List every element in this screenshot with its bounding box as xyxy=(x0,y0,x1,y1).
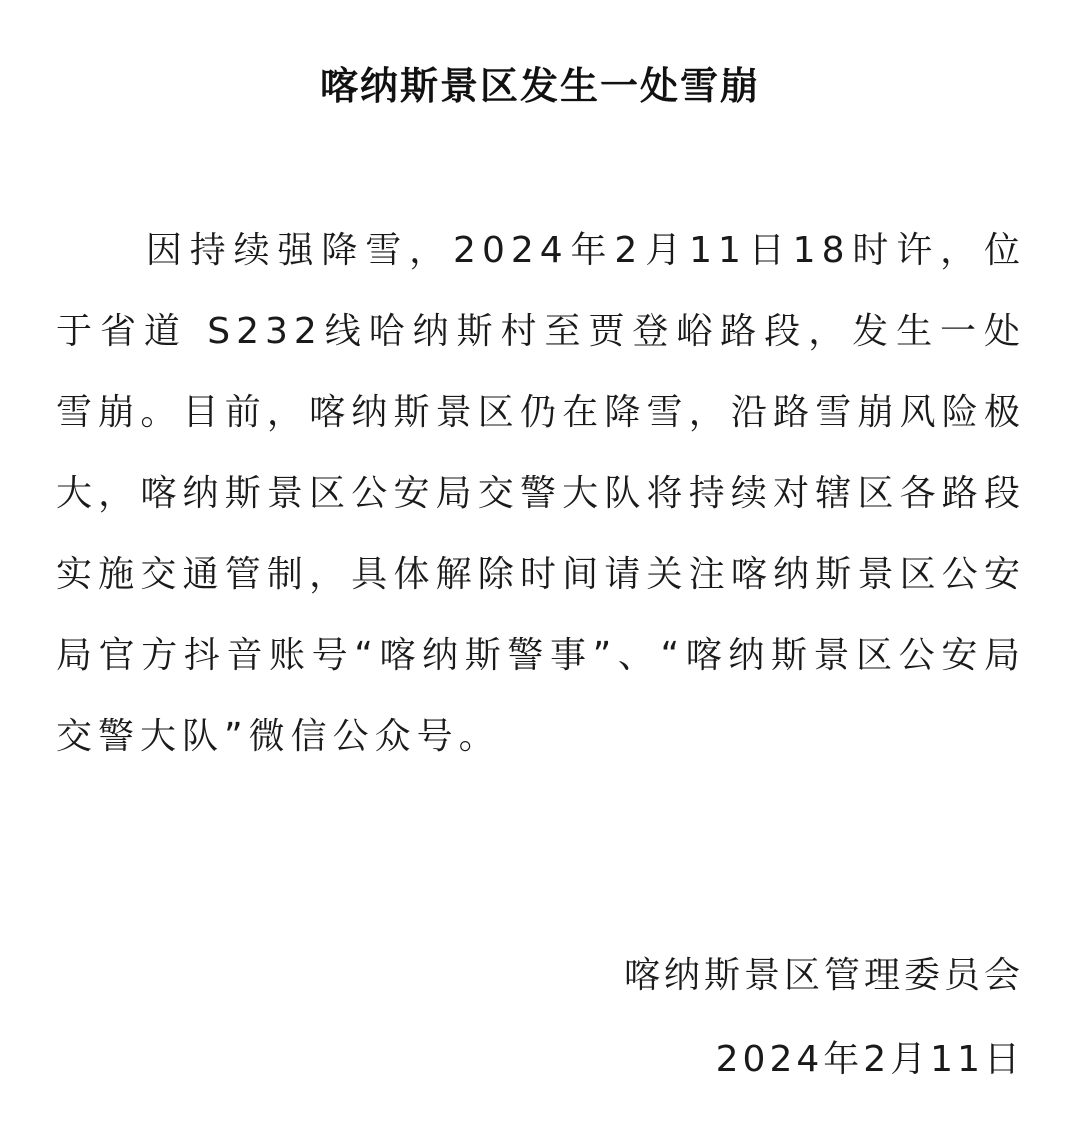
notice-body-paragraph xyxy=(56,210,1026,777)
signature-date: 2024年2月11日 xyxy=(715,1039,1024,1080)
notice-body-text: 因持续强降雪，2024年2月11日18时许，位于省道 S232线哈纳斯村至贾登峪路段，发生一处雪崩。目前，喀纳斯景区仍在降雪，沿路雪崩风险极大，喀纳斯景区公安局交警大队将持续对辖区各路段实施交通管制，具体解除时间请关注喀纳斯景区公安局官方抖音账号“喀纳斯警事”、“喀纳斯景区公安局交警大队”微信公众号。 xyxy=(56,230,1026,757)
signature-organization: 喀纳斯景区管理委员会 xyxy=(623,955,1024,996)
notice-title: 喀纳斯景区发生一处雪崩 xyxy=(319,64,760,108)
